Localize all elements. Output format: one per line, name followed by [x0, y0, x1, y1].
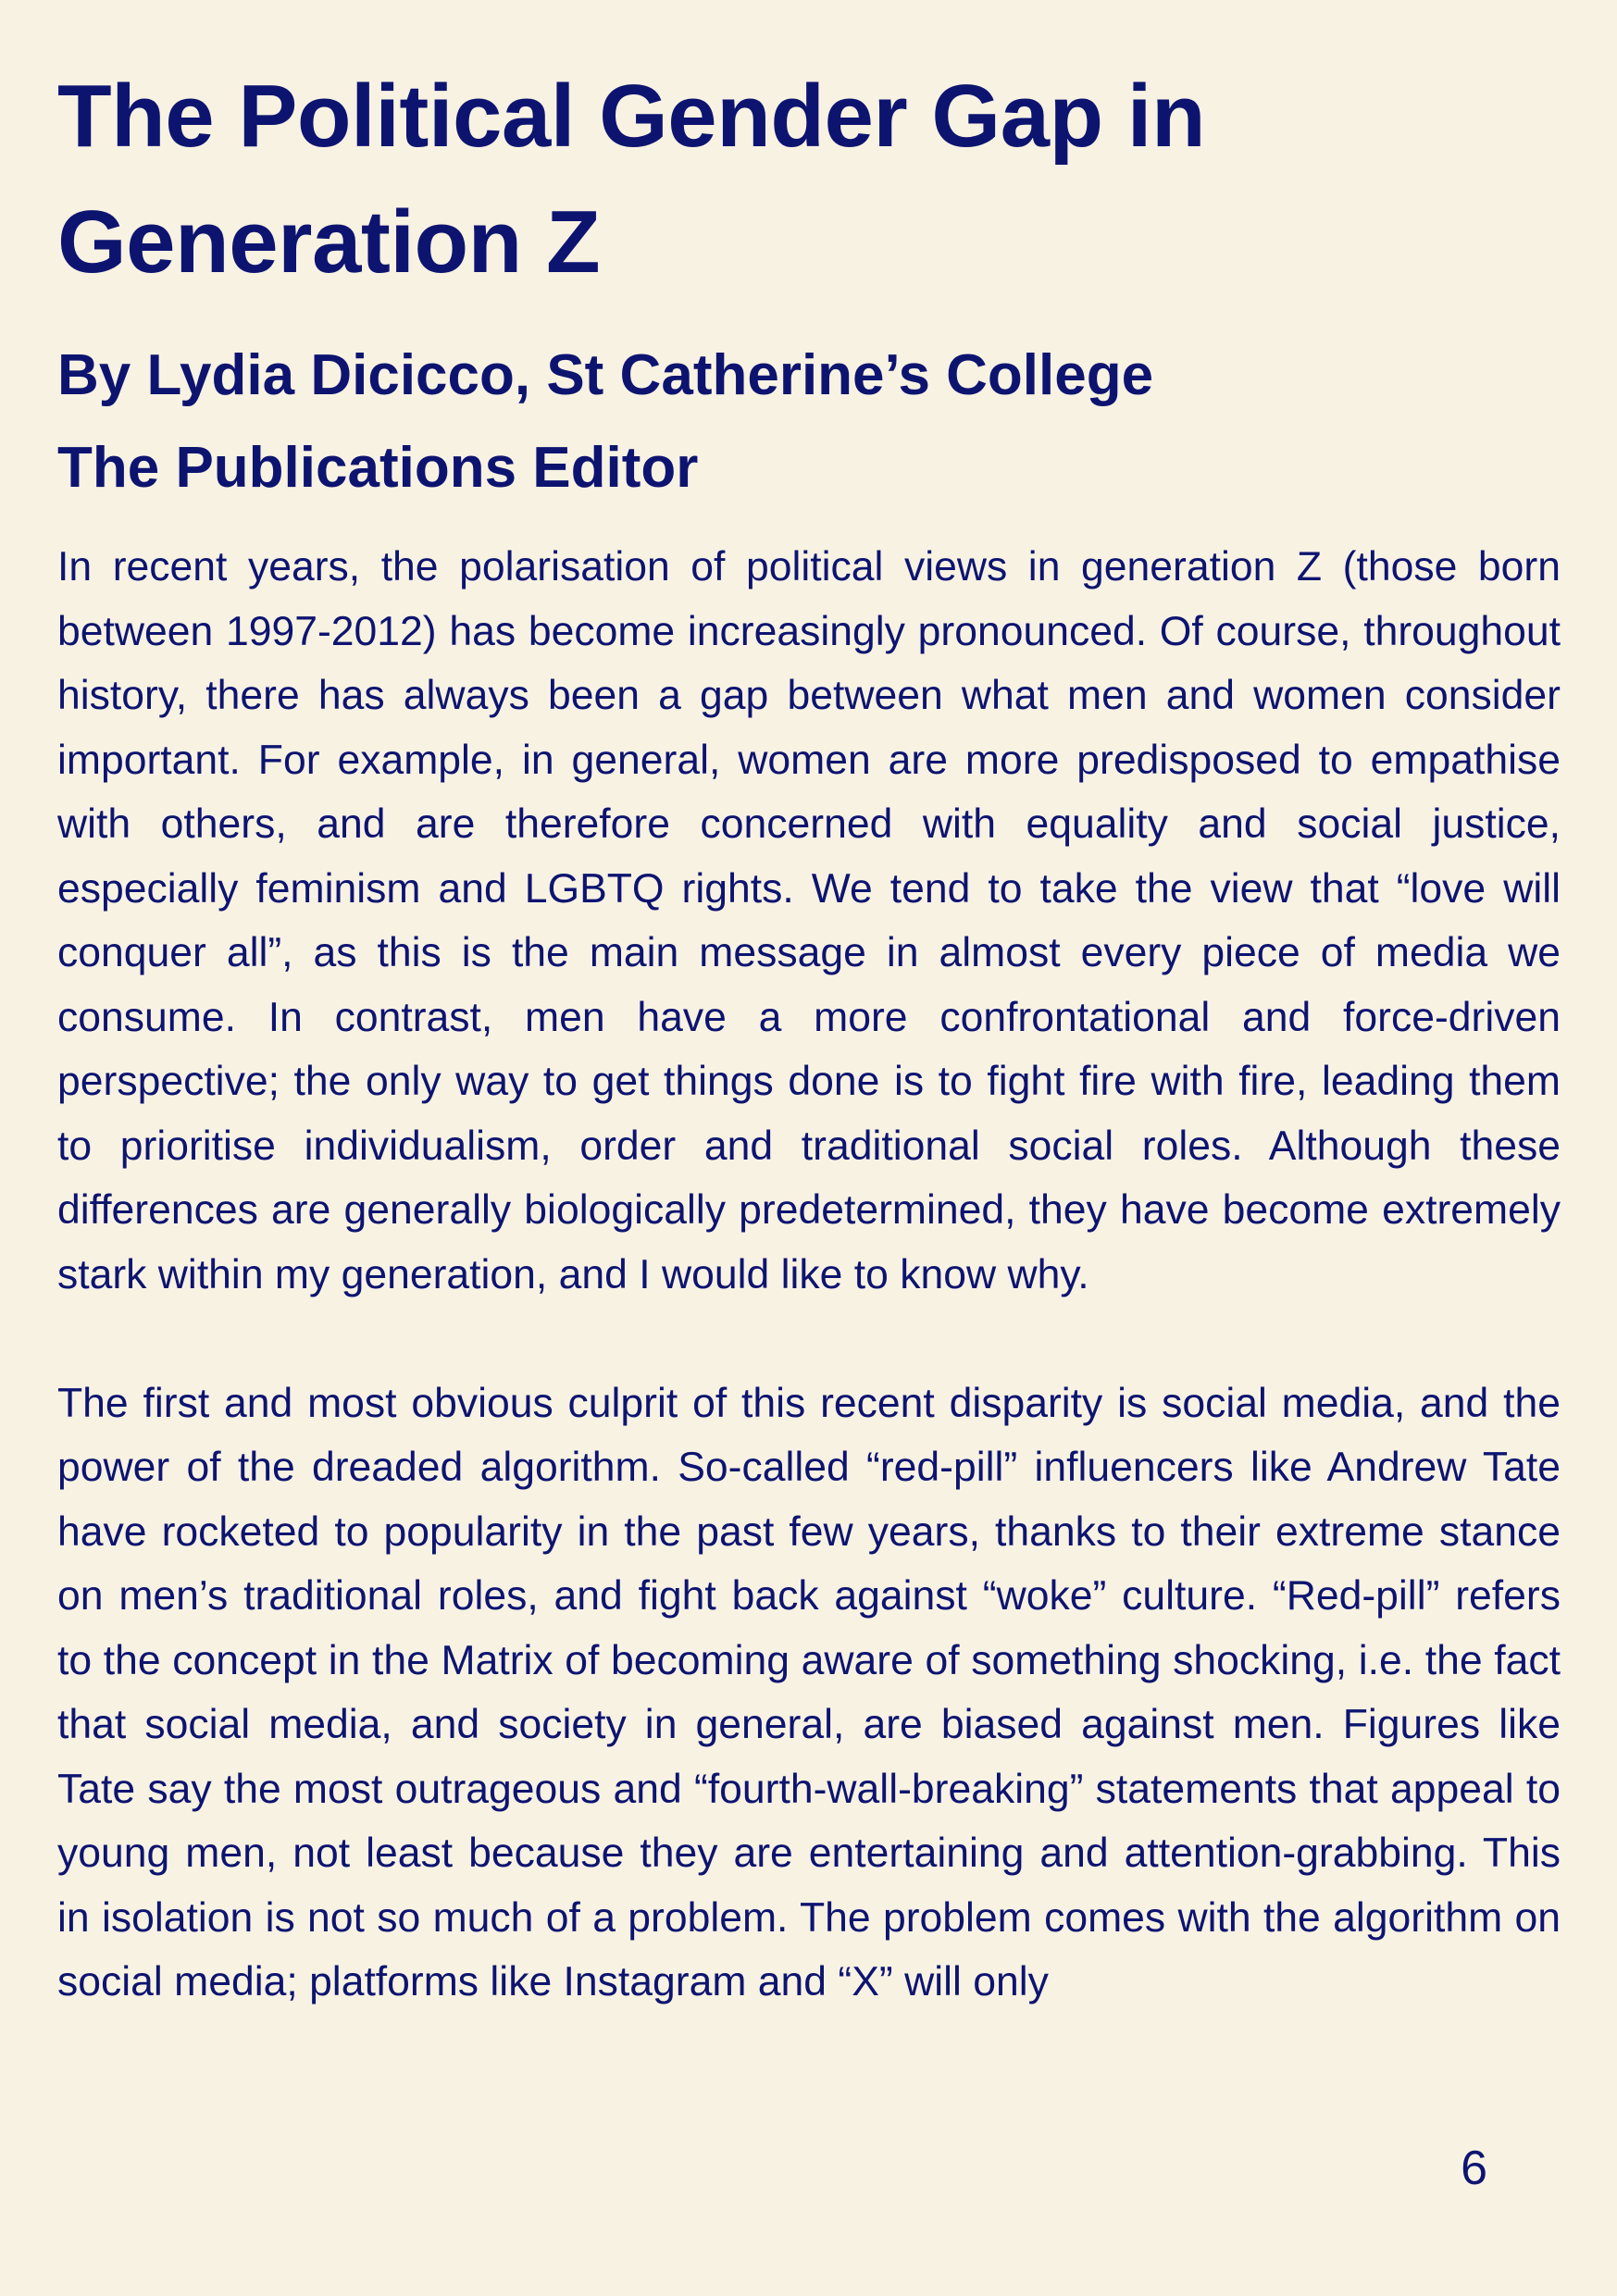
page-number: 6 — [1461, 2141, 1487, 2195]
article-title: The Political Gender Gap in Generation Z — [57, 67, 1206, 292]
article-body — [57, 535, 1561, 2015]
author-line: By Lydia Dicicco, St Catherine’s College — [57, 343, 1154, 407]
paragraph-1: In recent years, the polarisation of political views in generation Z (those born between 1997-2012) has become increasingly pronounced. Of course, throughout history, there has always been a gap between what men and women consider important. For example, in general, women are more predisposed to empathise with others, and are therefore concerned with equality and social justice, especially feminism and LGBTQ rights. We tend to take the view that “love will conquer all”, as this is the main message in almost every piece of media we consume. In contrast, men have a more confrontational and force-driven perspective; the only way to get things done is to fight fire with fire, leading them to prioritise individualism, order and traditional social roles. Although these differences are generally biologically predetermined, they have become extremely stark within my generation, and I would like to know why. — [57, 544, 1561, 1297]
paragraph-2: The first and most obvious culprit of this recent disparity is social media, and the power of the dreaded algorithm. So-called “red-pill” influencers like Andrew Tate have rocketed to popularity in the past few years, thanks to their extreme stance on men’s traditional roles, and fight back against “woke” culture. “Red-pill” refers to the concept in the Matrix of becoming aware of something shocking, i.e. the fact that social media, and society in general, are biased against men. Figures like Tate say the most outrageous and “fourth-wall-breaking” statements that appeal to young men, not least because they are entertaining and attention-grabbing. This in isolation is not so much of a problem. The problem comes with the algorithm on social media; platforms like Instagram and “X” will only — [57, 1380, 1561, 2004]
author-role: The Publications Editor — [57, 436, 699, 500]
article — [57, 54, 1561, 2015]
byline-block — [57, 329, 1561, 515]
